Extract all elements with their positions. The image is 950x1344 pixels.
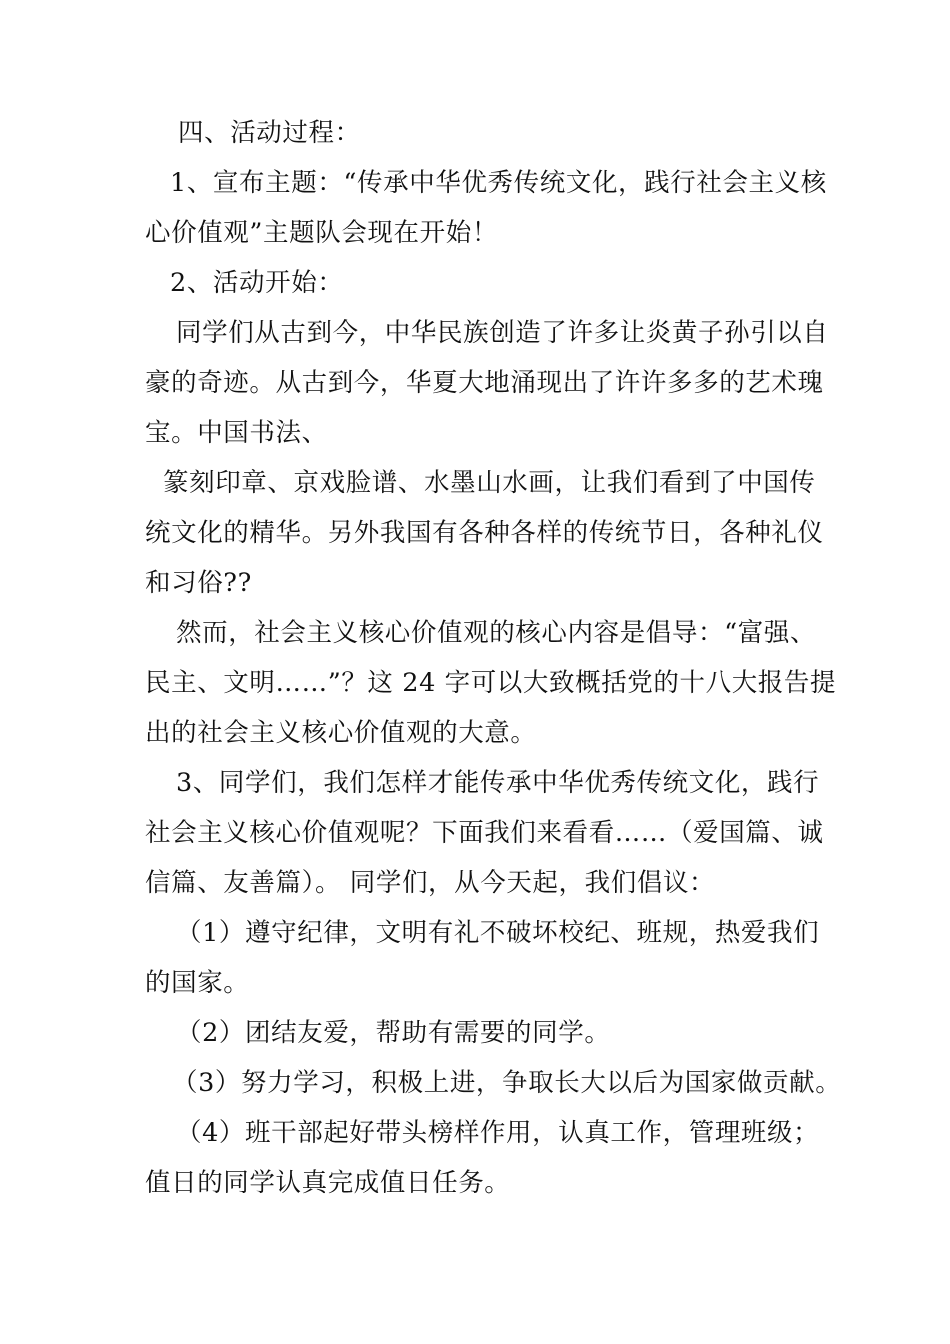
- paragraph-line: 2、活动开始：: [170, 268, 344, 298]
- list-item: （2）团结友爱，帮助有需要的同学。: [176, 1018, 611, 1048]
- list-item: （4）班干部起好带头榜样作用，认真工作，管理班级；: [176, 1118, 820, 1148]
- paragraph-line: 信篇、友善篇）。 同学们，从今天起，我们倡议：: [145, 868, 716, 898]
- list-item: （1）遵守纪律，文明有礼不破坏校纪、班规，热爱我们: [176, 918, 820, 948]
- paragraph-line: 3、同学们，我们怎样才能传承中华优秀传统文化，践行: [176, 768, 820, 798]
- paragraph-line: 值日的同学认真完成值日任务。: [145, 1168, 511, 1198]
- paragraph-line: 社会主义核心价值观呢？下面我们来看看……（爱国篇、诚: [145, 818, 824, 848]
- list-item: （3）努力学习，积极上进，争取长大以后为国家做贡献。: [172, 1068, 842, 1098]
- paragraph-line: 心价值观”主题队会现在开始！: [145, 218, 498, 248]
- section-heading: 四、活动过程：: [178, 118, 361, 148]
- paragraph-line: 统文化的精华。另外我国有各种各样的传统节日，各种礼仪: [145, 518, 824, 548]
- paragraph-line: 民主、文明……”？这 24 字可以大致概括党的十八大报告提: [145, 668, 837, 698]
- paragraph-line: 和习俗??: [145, 568, 252, 598]
- paragraph-line: 同学们从古到今，中华民族创造了许多让炎黄子孙引以自: [176, 318, 829, 348]
- paragraph-line: 豪的奇迹。从古到今，华夏大地涌现出了许许多多的艺术瑰: [145, 368, 824, 398]
- paragraph-line: 宝。中国书法、: [145, 418, 328, 448]
- paragraph-line: 的国家。: [145, 968, 250, 998]
- paragraph-line: 然而，社会主义核心价值观的核心内容是倡导：“富强、: [176, 618, 817, 648]
- paragraph-line: 篆刻印章、京戏脸谱、水墨山水画，让我们看到了中国传: [163, 468, 816, 498]
- paragraph-line: 1、宣布主题：“传承中华优秀传统文化，践行社会主义核: [170, 168, 827, 198]
- paragraph-line: 出的社会主义核心价值观的大意。: [145, 718, 537, 748]
